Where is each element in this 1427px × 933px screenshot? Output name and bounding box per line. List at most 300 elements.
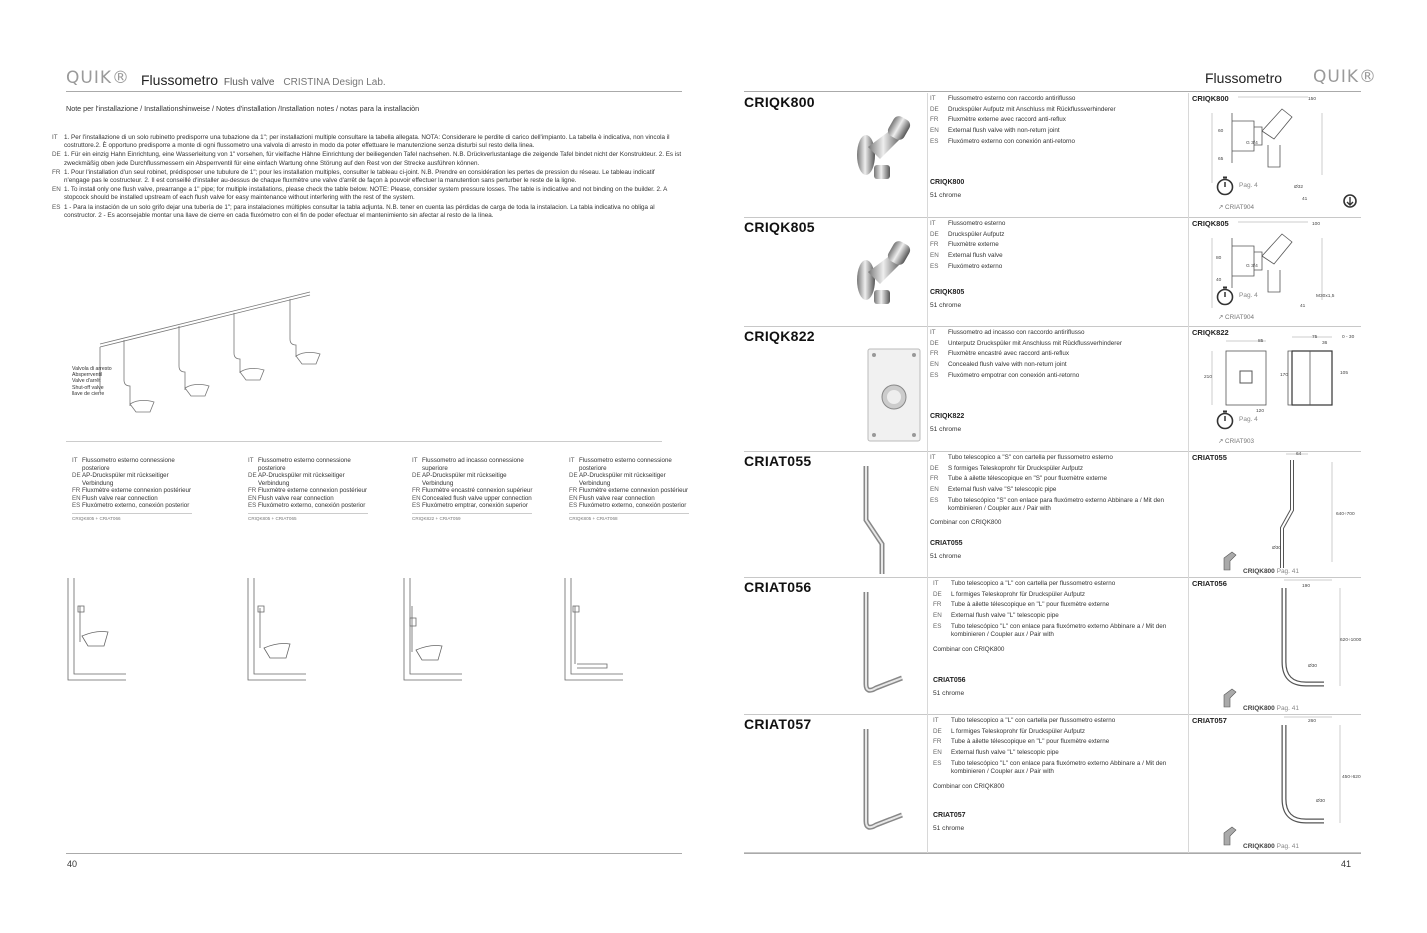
page-reference: Pag. 4 xyxy=(1239,182,1258,189)
drawing-code: CRIQK822 xyxy=(1192,328,1229,337)
column-divider xyxy=(927,327,928,452)
description-line xyxy=(930,350,1185,358)
lang-code: ES xyxy=(72,502,81,509)
lang-code: DE xyxy=(930,339,939,347)
dimension-label: 100 xyxy=(1312,222,1321,227)
left-title xyxy=(141,72,386,88)
lang-code: DE xyxy=(933,727,942,735)
description-line xyxy=(933,601,1188,609)
product-finish: 51 chrome xyxy=(930,302,962,309)
dimension-label: 40 xyxy=(1216,278,1222,283)
drawing-code: CRIAT055 xyxy=(1192,453,1227,462)
dimension-label: Ø30 xyxy=(1272,546,1282,551)
product-finish: 51 chrome xyxy=(930,426,962,433)
lang-code: ES xyxy=(933,622,942,630)
ref-page: Pag. 41 xyxy=(1276,843,1300,850)
lang-code: DE xyxy=(52,151,61,159)
product-photo xyxy=(856,464,896,576)
caption-text: Flush valve rear connection xyxy=(258,494,334,502)
description-text: External flush valve "L" telescopic pipe xyxy=(951,612,1059,620)
combine-note: Combinar con CRIQK800 xyxy=(933,783,1005,790)
lang-code: DE xyxy=(72,472,81,479)
caption-codes: CRIQK805 + CRIAT068 xyxy=(569,515,618,521)
caption-text: AP-Druckspüler mit rückseitige Verbindung xyxy=(422,472,507,487)
caption-text: Flush valve rear connection xyxy=(579,494,655,502)
column-divider xyxy=(1188,578,1189,715)
right-footer-rule xyxy=(744,853,1361,854)
description-text: Fluxmètre encastré avec raccord anti-reflux xyxy=(948,350,1070,358)
product-code: CRIAT055 xyxy=(930,540,963,547)
dimension-label: 80 xyxy=(1216,256,1222,261)
caption-line xyxy=(72,502,197,510)
product-code: CRIQK822 xyxy=(930,413,965,420)
drawing-area xyxy=(1192,715,1362,845)
product-description xyxy=(930,454,1185,516)
description-text: Tube à ailette télescopique en "S" pour fluxmètre externe xyxy=(948,475,1107,483)
page-reference xyxy=(1243,568,1299,575)
note-fr xyxy=(52,169,682,185)
description-line xyxy=(933,580,1188,588)
lang-code: EN xyxy=(930,361,939,369)
dimension-label: Ø30 xyxy=(1308,664,1318,669)
description-text: Fluxmètre externe avec raccord anti-reflux xyxy=(948,116,1066,124)
product-row-criat055 xyxy=(744,452,1361,578)
lang-code: EN xyxy=(72,494,81,502)
description-line xyxy=(930,263,1185,271)
lang-code: EN xyxy=(569,494,578,502)
description-line xyxy=(933,717,1188,725)
lang-code: IT xyxy=(933,717,939,724)
product-finish: 51 chrome xyxy=(933,690,965,697)
wall-diagram-1 xyxy=(66,576,128,682)
description-text: Tubo telescópico "L" con enlace para fluxómetro externo Abbinare a / Mit den kombinieren / Coupler aux / Pair with xyxy=(951,622,1167,639)
combine-note: Combinar con CRIQK800 xyxy=(930,519,1002,526)
note-es xyxy=(52,204,682,220)
technical-drawing xyxy=(1192,578,1362,703)
valve-label-line: Shut-off valve xyxy=(72,384,104,391)
lang-code: EN xyxy=(248,494,257,502)
lang-code: DE xyxy=(569,472,578,479)
product-name: CRIQK805 xyxy=(744,219,815,235)
lang-code: FR xyxy=(930,350,939,358)
valve-label-line: Valve d'arrêt xyxy=(72,378,101,385)
lang-code: IT xyxy=(933,580,939,587)
caption-line xyxy=(72,487,197,495)
caption-text: Fluxómetro externo, conexión posterior xyxy=(579,502,687,509)
drawing-code: CRIAT057 xyxy=(1192,716,1227,725)
lang-code: DE xyxy=(933,590,942,598)
product-photo xyxy=(856,590,906,702)
caption-text: Concealed flush valve upper connection xyxy=(422,494,532,502)
title-text: Flussometro xyxy=(141,72,219,88)
dimension-label: 75 xyxy=(1312,335,1318,340)
note-text: 1. To install only one flush valve, prearrange a 1" pipe; for multiple installations, please check the table below. NOTE: Please, consider system pressure losses. The table is indicative and not binding on the builder. 2. A stopcock should be installed upstream of each flush valve for easy maintenance without interfering with the rest of the system. xyxy=(64,186,667,202)
valve-label-line: llave de cierre xyxy=(72,390,105,397)
wall-diagram-2 xyxy=(246,576,308,682)
note-text: 1 - Para la instación de un solo grifo dejar una tubería de 1"; para instalaciones múltiples consultar la tabla adjunta. N.B. tener en cuenta las pérdidas de carga de toda la instalacion. La tabla indicativa no obliga al constructor. 2 - Es aconsejable montar una llave de cierre en cada fluxómetro con el fin de poder efectuar el mantenimiento sin afectar al resto de la línea. xyxy=(64,203,655,219)
dimension-label: G 3/4 xyxy=(1246,264,1258,269)
product-finish: 51 chrome xyxy=(930,553,962,560)
accessory-reference: ↗ CRIAT904 xyxy=(1218,204,1254,211)
product-photo xyxy=(852,111,912,191)
description-text: Tube à ailette télescopique en "L" pour fluxmètre externe xyxy=(951,601,1110,609)
right-title: Flussometro xyxy=(1205,70,1283,86)
caption-line xyxy=(248,472,373,487)
description-text: External flush valve with non-return joint xyxy=(948,127,1060,135)
left-page xyxy=(0,0,700,933)
caption-line xyxy=(569,495,694,503)
stopwatch xyxy=(1216,410,1234,435)
column-divider xyxy=(927,452,928,578)
dimension-label: 450÷620 xyxy=(1342,775,1361,780)
caption-text: Fluxmètre externe connexion postérieur xyxy=(258,487,368,494)
note-en xyxy=(52,186,682,202)
left-footer-rule xyxy=(66,853,682,854)
description-line xyxy=(930,475,1185,483)
lang-code: DE xyxy=(412,472,421,479)
product-name: CRIAT057 xyxy=(744,716,812,732)
description-line xyxy=(930,329,1185,337)
valve-label xyxy=(72,366,112,397)
column-divider xyxy=(1188,218,1189,327)
product-row-criqk822 xyxy=(744,327,1361,452)
accessory-code: CRIAT904 xyxy=(1225,204,1254,211)
product-code: CRIQK800 xyxy=(930,179,965,186)
caption-line xyxy=(72,495,197,503)
dimension-label: 105 xyxy=(1340,371,1349,376)
lang-code: FR xyxy=(933,738,942,746)
dimension-label: 0 - 30 xyxy=(1342,335,1355,340)
valve-label-line: Valvola di arresto xyxy=(72,366,112,372)
column-divider xyxy=(927,218,928,327)
description-line xyxy=(930,138,1185,146)
caption-text: Fluxómetro emptrar, conexión superior xyxy=(422,502,528,509)
right-page xyxy=(720,0,1427,933)
description-line xyxy=(933,612,1188,620)
description-text: L formiges Teleskoprohr für Druckspüler Aufputz xyxy=(951,590,1086,598)
description-text: Tube à ailette télescopique en "L" pour fluxmètre externe xyxy=(951,738,1110,746)
installation-caption xyxy=(412,457,537,521)
subtitle-text: Flush valve xyxy=(223,77,275,88)
stopwatch-icon xyxy=(1216,410,1234,430)
description-text: Druckspüler Aufputz mit Anschluss mit Rückflussverhinderer xyxy=(948,105,1116,113)
caption-text: AP-Druckspüler mit rückseitiger Verbindung xyxy=(258,472,345,487)
dimension-label: 150 xyxy=(1308,97,1317,102)
dimension-label: 170 xyxy=(1280,373,1289,378)
caption-line xyxy=(412,457,537,472)
left-page-number: 40 xyxy=(67,859,78,869)
description-line xyxy=(933,738,1188,746)
caption-line xyxy=(412,495,537,503)
column-divider xyxy=(927,715,928,853)
dimension-label: 36 xyxy=(1322,341,1328,346)
caption-line xyxy=(248,487,373,495)
valve-label-line: Absperrventil xyxy=(72,372,103,379)
install-notes xyxy=(52,134,682,221)
column-divider xyxy=(1188,327,1189,452)
description-line xyxy=(930,361,1185,369)
description-line xyxy=(933,728,1188,736)
description-text: Fluxómetro externo con conexión anti-retorno xyxy=(948,137,1076,145)
dimension-label: 41 xyxy=(1300,304,1306,309)
description-line xyxy=(933,749,1188,757)
dimension-label: 41 xyxy=(1302,197,1308,202)
dimension-label: 64 xyxy=(1296,452,1302,457)
caption-text: Flussometro esterno connessione posteriore xyxy=(579,457,672,472)
lang-code: IT xyxy=(930,95,936,102)
dimension-label: 60 xyxy=(1218,129,1224,134)
lang-code: FR xyxy=(412,487,421,494)
caption-text: Flussometro esterno connessione posteriore xyxy=(258,457,351,472)
page-reference xyxy=(1243,705,1299,712)
caption-text: AP-Druckspüler mit rückseitiger Verbindung xyxy=(82,472,169,487)
description-line xyxy=(933,760,1188,776)
lang-code: IT xyxy=(248,457,254,464)
description-line xyxy=(930,231,1185,239)
caption-rule xyxy=(72,513,192,514)
drawing-code: CRIQK805 xyxy=(1192,219,1229,228)
stopwatch-icon xyxy=(1216,176,1234,196)
flush-valve-icon xyxy=(1220,821,1238,847)
return-valve-icon xyxy=(1342,193,1358,209)
right-logo: QUIK® xyxy=(1313,67,1377,87)
caption-line xyxy=(72,457,197,472)
description-text: Tubo telescopico a "L" con cartella per flussometro esterno xyxy=(951,580,1116,587)
wall-diagram-3 xyxy=(402,576,464,682)
product-finish: 51 chrome xyxy=(933,825,965,832)
lang-code: EN xyxy=(933,612,942,620)
product-name: CRIQK800 xyxy=(744,94,815,110)
description-line xyxy=(933,623,1188,639)
lang-code: EN xyxy=(930,252,939,260)
description-text: Concealed flush valve with non-return joint xyxy=(948,361,1067,369)
caption-text: Flussometro esterno connessione posteriore xyxy=(82,457,175,472)
description-line xyxy=(930,372,1185,380)
caption-rule xyxy=(248,513,368,514)
product-name: CRIAT055 xyxy=(744,453,812,469)
lang-code: FR xyxy=(930,241,939,249)
lang-code: DE xyxy=(248,472,257,479)
description-text: L formiges Teleskoprohr für Druckspüler Aufputz xyxy=(951,727,1086,735)
column-divider xyxy=(927,93,928,218)
caption-codes: CRIQK822 + CRIAT059 xyxy=(412,515,461,521)
page-reference: Pag. 4 xyxy=(1239,416,1258,423)
lang-code: FR xyxy=(569,487,578,494)
caption-rule xyxy=(569,513,689,514)
caption-line xyxy=(248,502,373,510)
product-code: CRIQK805 xyxy=(930,289,965,296)
column-divider xyxy=(927,578,928,715)
wall-diagram-4 xyxy=(563,576,625,682)
product-photo xyxy=(864,345,924,445)
product-row-criqk805 xyxy=(744,218,1361,327)
left-header-rule xyxy=(66,91,682,92)
description-line xyxy=(930,252,1185,260)
accessory-reference: ↗ CRIAT903 xyxy=(1218,438,1254,445)
dimension-label: Ø30 xyxy=(1316,799,1326,804)
description-line xyxy=(933,591,1188,599)
column-divider xyxy=(1188,452,1189,578)
designer-text: CRISTINA Design Lab. xyxy=(283,77,386,88)
lang-code: FR xyxy=(930,475,939,483)
product-description xyxy=(930,329,1185,383)
product-description xyxy=(933,580,1188,642)
caption-line xyxy=(72,472,197,487)
caption-text: Fluxmètre externe connexion postérieur xyxy=(579,487,689,494)
page-reference: Pag. 4 xyxy=(1239,292,1258,299)
description-line xyxy=(930,454,1185,462)
lang-code: ES xyxy=(412,502,421,509)
stopwatch xyxy=(1216,286,1234,311)
flush-valve-icon xyxy=(1220,546,1238,572)
dimension-label: 640÷700 xyxy=(1336,512,1355,517)
description-text: Tubo telescopico a "L" con cartella per flussometro esterno xyxy=(951,717,1116,724)
drawing-area xyxy=(1192,578,1362,708)
caption-line xyxy=(412,472,537,487)
dimension-label: 620÷1000 xyxy=(1340,638,1362,643)
caption-text: Flush valve rear connection xyxy=(82,494,158,502)
product-row-criat057 xyxy=(744,715,1361,853)
lang-code: IT xyxy=(930,454,936,461)
flush-valve-icon xyxy=(1220,683,1238,709)
caption-text: Fluxmètre externe connexion postérieur xyxy=(82,487,192,494)
description-text: Flussometro esterno xyxy=(948,220,1006,227)
caption-codes: CRIQK805 + CRIAT065 xyxy=(248,515,297,521)
lang-code: ES xyxy=(248,502,257,509)
product-name: CRIQK822 xyxy=(744,328,815,344)
description-line xyxy=(930,497,1185,513)
lang-code: IT xyxy=(930,329,936,336)
stopwatch xyxy=(1216,176,1234,201)
caption-text: Flussometro ad incasso connessione superiore xyxy=(422,457,524,472)
description-text: Druckspüler Aufputz xyxy=(948,230,1005,238)
installation-caption xyxy=(72,457,197,521)
lang-code: IT xyxy=(930,220,936,227)
installation-caption xyxy=(569,457,694,521)
notes-heading: Note per l'installazione / Installationshinweise / Notes d'installation /Installation notes / notas para la installaciòn xyxy=(66,104,420,113)
stopwatch-icon xyxy=(1216,286,1234,306)
lang-code: EN xyxy=(930,127,939,135)
ref-code: CRIQK800 xyxy=(1243,568,1275,575)
note-text: 1. Für ein einzig Hahn Einrichtung, eine Wasserleitung von 1" vorsehen, für vielfache Hähne Einrichtung der beiliegenden Tafel nachsehen. N.B. Drückverlustanlage die zeigende Tafel bindet nicht der Konstrukteur. 2. Es ist zweckmäßig oben jede Durchflussmessern ein Absperrventil für eine einfach Wartung ohne Störung auf den Rest von der Strecke ausführen können. xyxy=(64,151,682,167)
ref-page: Pag. 41 xyxy=(1276,568,1300,575)
note-text: 1. Pour l'installation d'un seul robinet, prédisposer une tubulure de 1"; pour les installation multiples, consulter le tableau ci-joint. N.B. Prendre en considération les pertes de pression du réseau. Le tableau indicatif n'engage pas le costructeur. 2. Il est conseillé d'installer au-dessus de chaque fluxmètre une valve d'arrêt de façon à pouvoir effectuer la manutention sans perturber le reste de la ligne. xyxy=(64,168,655,185)
description-line xyxy=(930,220,1185,228)
product-row-criqk800 xyxy=(744,93,1361,218)
description-text: S formiges Teleskoprohr für Druckspüler Aufputz xyxy=(948,464,1083,472)
lang-code: ES xyxy=(930,262,939,270)
lang-code: IT xyxy=(72,457,78,464)
lang-code: EN xyxy=(933,749,942,757)
description-text: Tubo telescopico a "S" con cartella per flussometro esterno xyxy=(948,454,1113,461)
caption-codes: CRIQK805 + CRIAT066 xyxy=(72,515,121,521)
lang-code: IT xyxy=(412,457,418,464)
installation-caption xyxy=(248,457,373,521)
dimension-label: G 3/4 xyxy=(1246,141,1258,146)
product-code: CRIAT056 xyxy=(933,677,966,684)
product-description xyxy=(930,95,1185,149)
lang-code: FR xyxy=(930,116,939,124)
accessory-reference: ↗ CRIAT904 xyxy=(1218,314,1254,321)
dimension-label: 85 xyxy=(1258,339,1264,344)
caption-line xyxy=(412,487,537,495)
description-text: Fluxómetro empotrar con conexión anti-retorno xyxy=(948,371,1080,379)
description-text: Flussometro ad incasso con raccordo antiriflusso xyxy=(948,329,1085,336)
lang-code: ES xyxy=(930,137,939,145)
lang-code: FR xyxy=(248,487,257,494)
caption-line xyxy=(569,502,694,510)
description-text: External flush valve xyxy=(948,252,1003,260)
right-page-number: 41 xyxy=(1341,859,1352,869)
lang-code: FR xyxy=(72,487,81,494)
drawing-code: CRIQK800 xyxy=(1192,94,1229,103)
description-line xyxy=(930,106,1185,114)
description-line xyxy=(930,486,1185,494)
lang-code: DE xyxy=(930,105,939,113)
description-line xyxy=(930,127,1185,135)
lang-code: ES xyxy=(930,371,939,379)
description-text: External flush valve "L" telescopic pipe xyxy=(951,749,1059,757)
caption-line xyxy=(569,487,694,495)
description-text: External flush valve "S" telescopic pipe xyxy=(948,486,1057,494)
caption-line xyxy=(412,502,537,510)
caption-line xyxy=(569,472,694,487)
caption-line xyxy=(248,457,373,472)
caption-rule xyxy=(412,513,532,514)
description-text: Fluxómetro externo xyxy=(948,262,1003,270)
product-description xyxy=(933,717,1188,779)
description-line xyxy=(930,241,1185,249)
lang-code: ES xyxy=(52,203,61,211)
product-photo xyxy=(856,727,906,839)
right-header-rule xyxy=(744,91,1361,92)
lang-code: ES xyxy=(930,496,939,504)
product-photo xyxy=(852,236,912,316)
note-text: 1. Per l'installazione di un solo rubinetto predisporre una tubazione da 1"; per installazioni multiple consultare la tabella allegata. NOTA: Considerare le perdite di carico dell'impianto. La tabella è indicativa, non vincola il costruttore.2. È opportuno predisporre a monte di ogni flussometro una valvola di arresto in modo da poter effettuare le manutenzione senza disturbi sul resto della linea. xyxy=(64,134,670,150)
column-divider xyxy=(1188,715,1189,853)
note-de xyxy=(52,151,682,167)
dimension-label: 260 xyxy=(1308,719,1317,724)
accessory-code: CRIAT903 xyxy=(1225,438,1254,445)
technical-drawing xyxy=(1192,715,1362,840)
description-line xyxy=(930,465,1185,473)
dimension-label: Ø32 xyxy=(1294,185,1304,190)
ref-code: CRIQK800 xyxy=(1243,843,1275,850)
product-code: CRIAT057 xyxy=(933,812,966,819)
lang-code: IT xyxy=(569,457,575,464)
page-reference xyxy=(1243,843,1299,850)
caption-text: Fluxómetro externo, conexión posterior xyxy=(258,502,366,509)
product-name: CRIAT056 xyxy=(744,579,812,595)
lang-code: EN xyxy=(412,494,421,502)
caption-line xyxy=(248,495,373,503)
ref-code: CRIQK800 xyxy=(1243,705,1275,712)
caption-text: Fluxmètre encastré connexion supérieur xyxy=(422,487,533,494)
product-row-criat056 xyxy=(744,578,1361,715)
dimension-label: M30x1,5 xyxy=(1316,294,1335,299)
caption-text: Fluxómetro externo, conexión posterior xyxy=(82,502,190,509)
lang-code: FR xyxy=(52,168,61,176)
drawing-area xyxy=(1192,452,1362,582)
description-text: Tubo telescópico "S" con enlace para fluxómetro externo Abbinare a / Mit den kombinieren / Coupler aux / Pair with xyxy=(948,496,1165,513)
dimension-label: 65 xyxy=(1218,157,1224,162)
description-text: Flussometro esterno con raccordo antiriflusso xyxy=(948,95,1076,102)
lang-code: IT xyxy=(52,134,58,141)
description-line xyxy=(930,340,1185,348)
installation-diagram xyxy=(64,284,324,424)
captions-rule xyxy=(66,441,662,442)
left-logo: QUIK® xyxy=(66,68,130,88)
